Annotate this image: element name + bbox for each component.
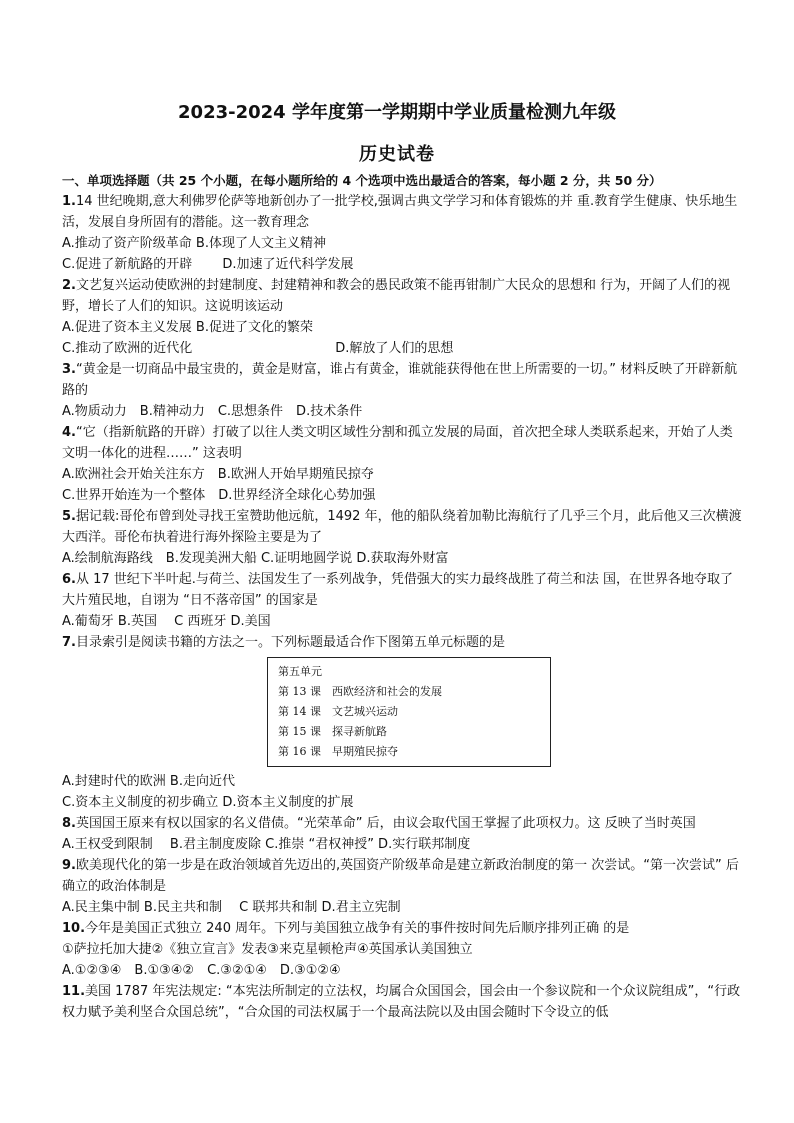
option-line: C.世界开始连为一个整体 D.世界经济全球化心势加强 [62,488,376,503]
question-6 [62,569,742,611]
toc-lesson: 第 13 课 西欧经济和社会的发展 [278,685,442,698]
question-7 [62,632,742,653]
question-stem: “它（指新航路的开辟）打破了以往人类文明区域性分割和孤立发展的局面，首次把全球人类联系起来，开始了人类文明一体化的进程……” 这表明 [62,425,733,461]
question-2 [62,275,742,317]
question-stem: 从 17 世纪下半叶起.与荷兰、法国发生了一系列战争，凭借强大的实力最终战胜了荷兰和法 国，在世界各地夺取了大片殖民地，自诩为 “日不落帝国” 的国家是 [62,572,734,608]
option-line: A.民主集中制 B.民主共和制 C 联邦共和制 D.君主立宪制 [62,900,401,915]
question-stem: 英国国王原来有权以国家的名义借债。“光荣革命” 后，由议会取代国王掌握了此项权力。这 反映了当时英国 [75,816,696,831]
exam-title: 2023-2024 学年度第一学期期中学业质量检测九年级 [178,102,616,123]
question-number: 1. [62,194,76,209]
question-number: 11. [62,984,86,999]
toc-lesson: 第 15 课 探寻新航路 [278,725,387,738]
question-10 [62,918,742,939]
question-number: 4. [62,425,76,440]
table-of-contents-box [267,657,551,767]
option-line: A.绘制航海路线 B.发现美洲大船 C.证明地圆学说 D.获取海外财富 [62,551,449,566]
toc-lesson: 第 16 课 早期殖民掠夺 [278,745,398,758]
option-line: A.葡萄牙 B.英国 C 西班牙 D.美国 [62,614,271,629]
option-line: A.欧洲社会开始关注东方 B.欧洲人开始早期殖民掠夺 [62,467,374,482]
section-heading: 一、单项选择题（共 25 个小题，在每小题所给的 4 个选项中选出最适合的答案，每小题 2 分，共 50 分） [62,173,662,188]
question-9 [62,855,742,897]
event-list: ①萨拉托加大捷②《独立宣言》发表③来克星顿枪声④英国承认美国独立 [62,942,473,957]
question-stem: 14 世纪晚期,意大利佛罗伦萨等地新创办了一批学校,强调古典文学学习和体育锻炼的并 重.教育学生健康、快乐地生活，发展自身所固有的潜能。这一教育理念 [62,194,738,230]
question-number: 2. [62,278,76,293]
question-stem: 欧美现代化的第一步是在政治领域首先迈出的,英国资产阶级革命是建立新政治制度的第一 次尝试。“第一次尝试” 后确立的政治体制是 [62,858,739,894]
question-stem: 今年是美国正式独立 240 周年。下列与美国独立战争有关的事件按时间先后顺序排列正确 的是 [85,921,630,936]
exam-content [62,170,742,1023]
question-5 [62,506,742,548]
option-line: A.物质动力 B.精神动力 C.思想条件 D.技术条件 [62,404,363,419]
question-stem: 美国 1787 年宪法规定: “本宪法所制定的立法权，均属合众国国会，国会由一个参议院和一个众议院组成”，“行政权力赋予美利坚合众国总统”，“合众国的司法权属于一个最高法院以及由国会随时下令设立的低 [62,984,741,1020]
toc-unit-title: 第五单元 [278,665,322,678]
toc-lesson: 第 14 课 文艺城兴运动 [278,705,398,718]
question-3 [62,359,742,401]
option-line: C.资本主义制度的初步确立 D.资本主义制度的扩展 [62,795,354,810]
question-stem: 目录索引是阅读书籍的方法之一。下列标题最适合作下图第五单元标题的是 [75,635,505,650]
option-line: A.促进了资本主义发展 B.促进了文化的繁荣 [62,320,313,335]
question-number: 3. [62,362,76,377]
option-line: C.推动了欧洲的近代化 D.解放了人们的思想 [62,341,454,356]
option-line: A.王权受到限制 B.君主制度废除 C.推崇 “君权神授” D.实行联邦制度 [62,837,471,852]
question-number: 9. [62,858,76,873]
question-1 [62,191,742,233]
question-number: 10. [62,921,86,936]
option-line: C.促进了新航路的开辟 D.加速了近代科学发展 [62,257,354,272]
question-11 [62,981,742,1023]
question-number: 6. [62,572,76,587]
question-stem: “黄金是一切商品中最宝贵的，黄金是财富，谁占有黄金，谁就能获得他在世上所需要的一切。” 材料反映了开辟新航路的 [62,362,738,398]
question-number: 7. [62,635,76,650]
option-line: A.推动了资产阶级革命 B.体现了人文主义精神 [62,236,326,251]
question-number: 5. [62,509,76,524]
option-line: A.①②③④ B.①③④② C.③②①④ D.③①②④ [62,963,341,978]
question-8 [62,813,742,834]
option-line: A.封建时代的欧洲 B.走向近代 [62,774,235,789]
question-number: 8. [62,816,76,831]
question-stem: 据记载:哥伦布曾到处寻找王室赞助他远航，1492 年，他的船队绕着加勒比海航行了几乎三个月，此后他又三次横渡大西洋。哥伦布执着进行海外探险主要是为了 [62,509,742,545]
question-4 [62,422,742,464]
question-stem: 文艺复兴运动使欧洲的封建制度、封建精神和教会的愚民政策不能再钳制广大民众的思想和 行为，开阔了人们的视野，增长了人们的知识。这说明该运动 [62,278,731,314]
exam-subtitle: 历史试卷 [359,144,435,165]
